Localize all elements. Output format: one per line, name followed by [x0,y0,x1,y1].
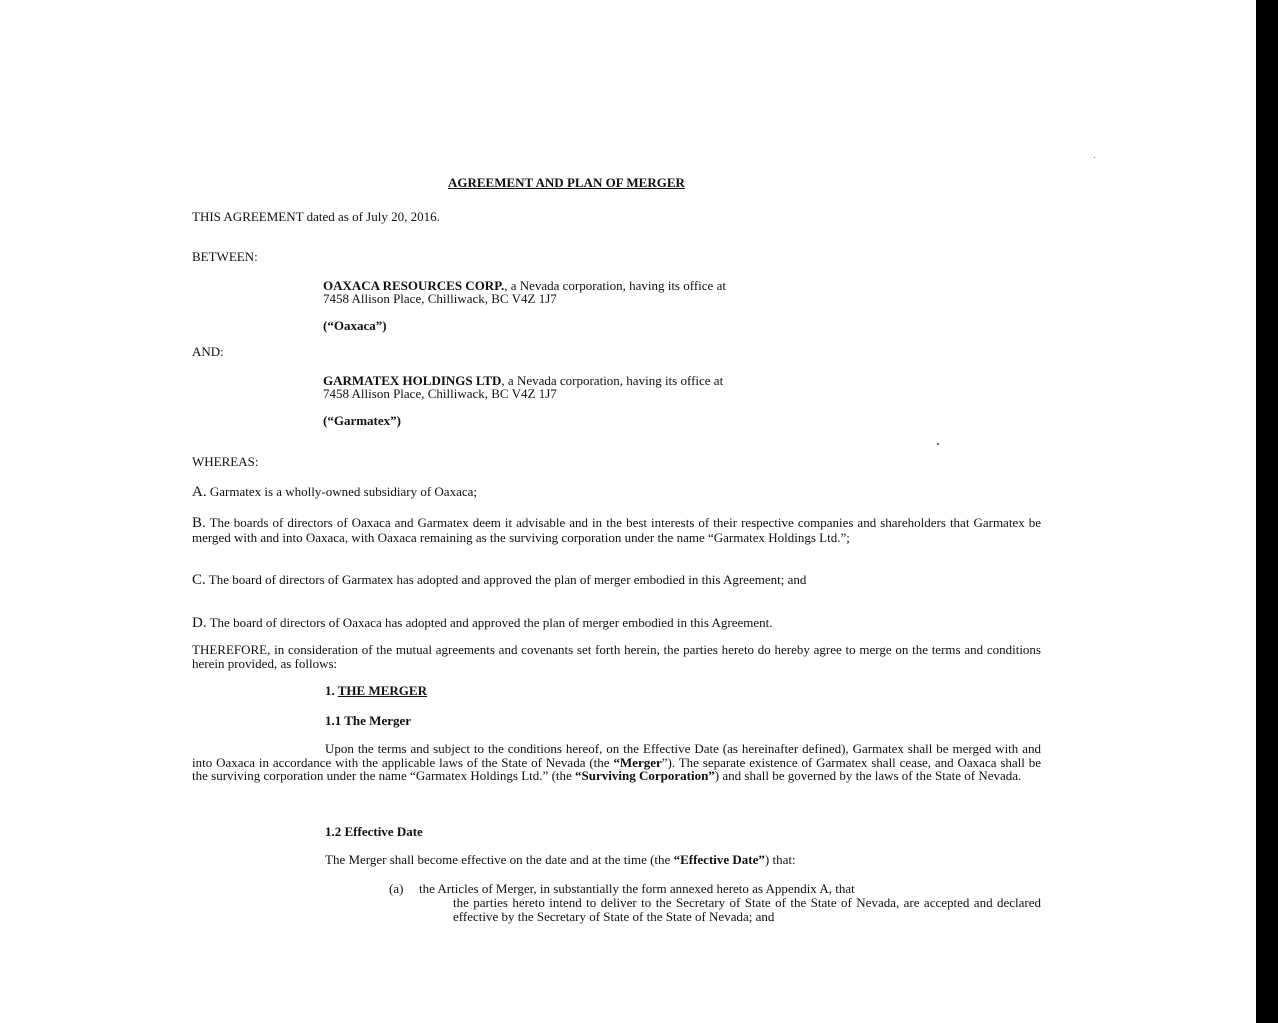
recital-b: B. The boards of directors of Oaxaca and Garmatex deem it advisable and in the best interests of their respective companies and shareholders that Garmatex be merged with and into Oaxaca, with Oaxaca remaining as the surviving corporation under the name “Garmatex Holdings Ltd.”; [192,515,1042,545]
party1-address: 7458 Allison Place, Chilliwack, BC V4Z 1J7 [323,291,557,306]
recital-d: D. The board of directors of Oaxaca has adopted and approved the plan of merger embodied in this Agreement. [192,615,773,631]
item-a-first-line: the Articles of Merger, in substantially the form annexed hereto as Appendix A, that [419,881,855,896]
document-title: AGREEMENT AND PLAN OF MERGER [448,175,685,190]
section-1-2-intro: The Merger shall become effective on the date and at the time (the “Effective Date”) that: [325,852,796,867]
party1-name: OAXACA RESOURCES CORP. [323,278,505,293]
party2-desc: , a Nevada corporation, having its office at [501,373,724,388]
between-label: BETWEEN: [192,249,258,264]
dated-line: THIS AGREEMENT dated as of July 20, 2016. [192,209,440,224]
party2-name: GARMATEX HOLDINGS LTD [323,373,502,388]
item-a-label: (a) [389,881,404,896]
party1-desc: , a Nevada corporation, having its office at [504,278,726,293]
whereas-label: WHEREAS: [192,454,259,469]
section-1-2-heading: 1.2 Effective Date [325,824,423,839]
scan-speck [1094,157,1095,158]
section-1-heading: 1. THE MERGER [325,683,427,698]
recital-a: A. Garmatex is a wholly-owned subsidiary of Oaxaca; [192,484,477,500]
party2-address: 7458 Allison Place, Chilliwack, BC V4Z 1J7 [323,386,557,401]
item-a-continuation: the parties hereto intend to deliver to the Secretary of State of the State of Nevada, are accepted and declared effective by the Secretary of State of the State of Nevada; and [453,895,1041,924]
section-1-1-body: Upon the terms and subject to the conditions hereof, on the Effective Date (as hereinafter defined), Garmatex shall be merged with and into Oaxaca in accordance with the applicable laws of the State of Nevada (the “Merger”). The separate existence of Garmatex shall cease, and Oaxaca shall be the surviving corporation under the name “Garmatex Holdings Ltd.” (the “Surviving Corporation”) and shall be governed by the laws of the State of Nevada. [192,741,1042,783]
page-edge [1256,0,1278,1023]
section-1-1-heading: 1.1 The Merger [325,713,412,728]
recital-c: C. The board of directors of Garmatex has adopted and approved the plan of merger embodied in this Agreement; and [192,572,807,588]
party1-alias: (“Oaxaca”) [323,318,387,333]
party2-alias: (“Garmatex”) [323,413,401,428]
scan-speck [937,443,939,445]
therefore-paragraph: THEREFORE, in consideration of the mutual agreements and covenants set forth herein, the parties hereto do hereby agree to merge on the terms and conditions herein provided, as follows: [192,642,1041,671]
and-label: AND: [192,344,224,359]
